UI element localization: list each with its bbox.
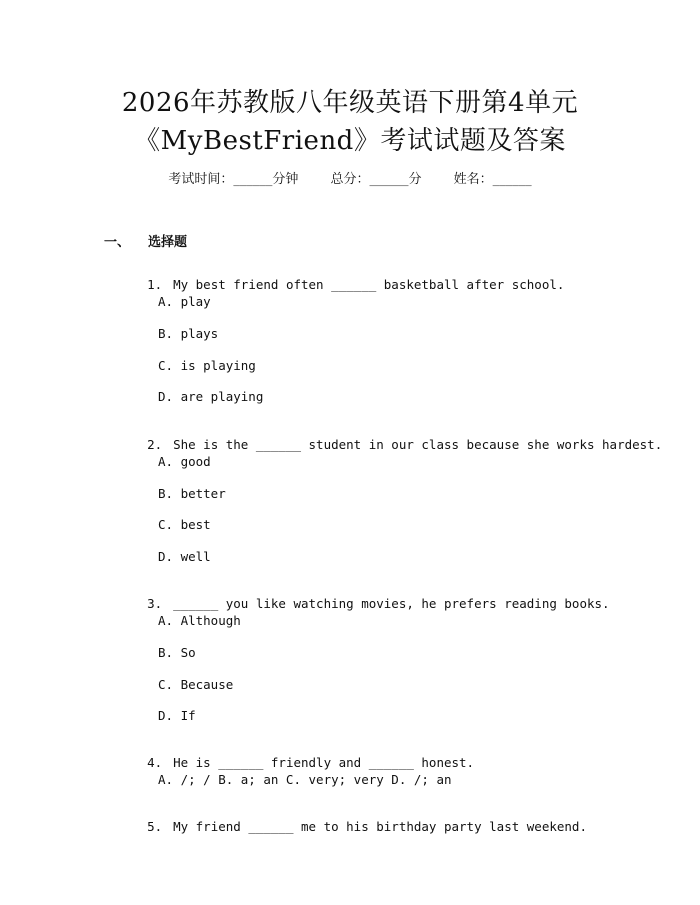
option-3b: B. So: [158, 645, 196, 660]
question-3: [132, 581, 610, 611]
doc-title-line-2: 《MyBestFriend》考试试题及答案: [134, 126, 566, 156]
question-number: 1.: [147, 277, 163, 292]
doc-title-line-1: 2026年苏教版八年级英语下册第4单元: [121, 88, 579, 118]
option-4-all: A. /; / B. a; an C. very; very D. /; an: [158, 772, 452, 787]
exam-info: [0, 168, 700, 187]
question-1: [132, 262, 564, 292]
question-text: ______ you like watching movies, he prefers reading books.: [173, 596, 610, 611]
question-4: [132, 740, 474, 770]
option-2c: C. best: [158, 517, 211, 532]
question-text: My best friend often ______ basketball after school.: [173, 277, 565, 292]
exam-time: 考试时间：______分钟: [168, 172, 299, 187]
question-number: 4.: [147, 755, 163, 770]
question-2: [132, 422, 662, 452]
option-3a: A. Although: [158, 613, 241, 628]
option-1b: B. plays: [158, 326, 219, 341]
option-1d: D. are playing: [158, 389, 264, 404]
question-number: 2.: [147, 437, 163, 452]
option-3c: C. Because: [158, 677, 234, 692]
section-number: 一、: [104, 235, 131, 250]
exam-name: 姓名：______: [453, 172, 532, 187]
option-2d: D. well: [158, 549, 211, 564]
option-3d: D. If: [158, 708, 196, 723]
option-2a: A. good: [158, 454, 211, 469]
question-text: She is the ______ student in our class because she works hardest.: [173, 437, 663, 452]
option-2b: B. better: [158, 486, 226, 501]
option-1a: A. play: [158, 294, 211, 309]
question-number: 5.: [147, 819, 163, 834]
section-heading: [104, 231, 187, 250]
question-5: [132, 804, 587, 834]
option-1c: C. is playing: [158, 358, 256, 373]
question-text: My friend ______ me to his birthday party last weekend.: [173, 819, 587, 834]
question-number: 3.: [147, 596, 163, 611]
question-text: He is ______ friendly and ______ honest.: [173, 755, 475, 770]
exam-score: 总分：______分: [330, 172, 422, 187]
section-title: 选择题: [148, 235, 188, 250]
